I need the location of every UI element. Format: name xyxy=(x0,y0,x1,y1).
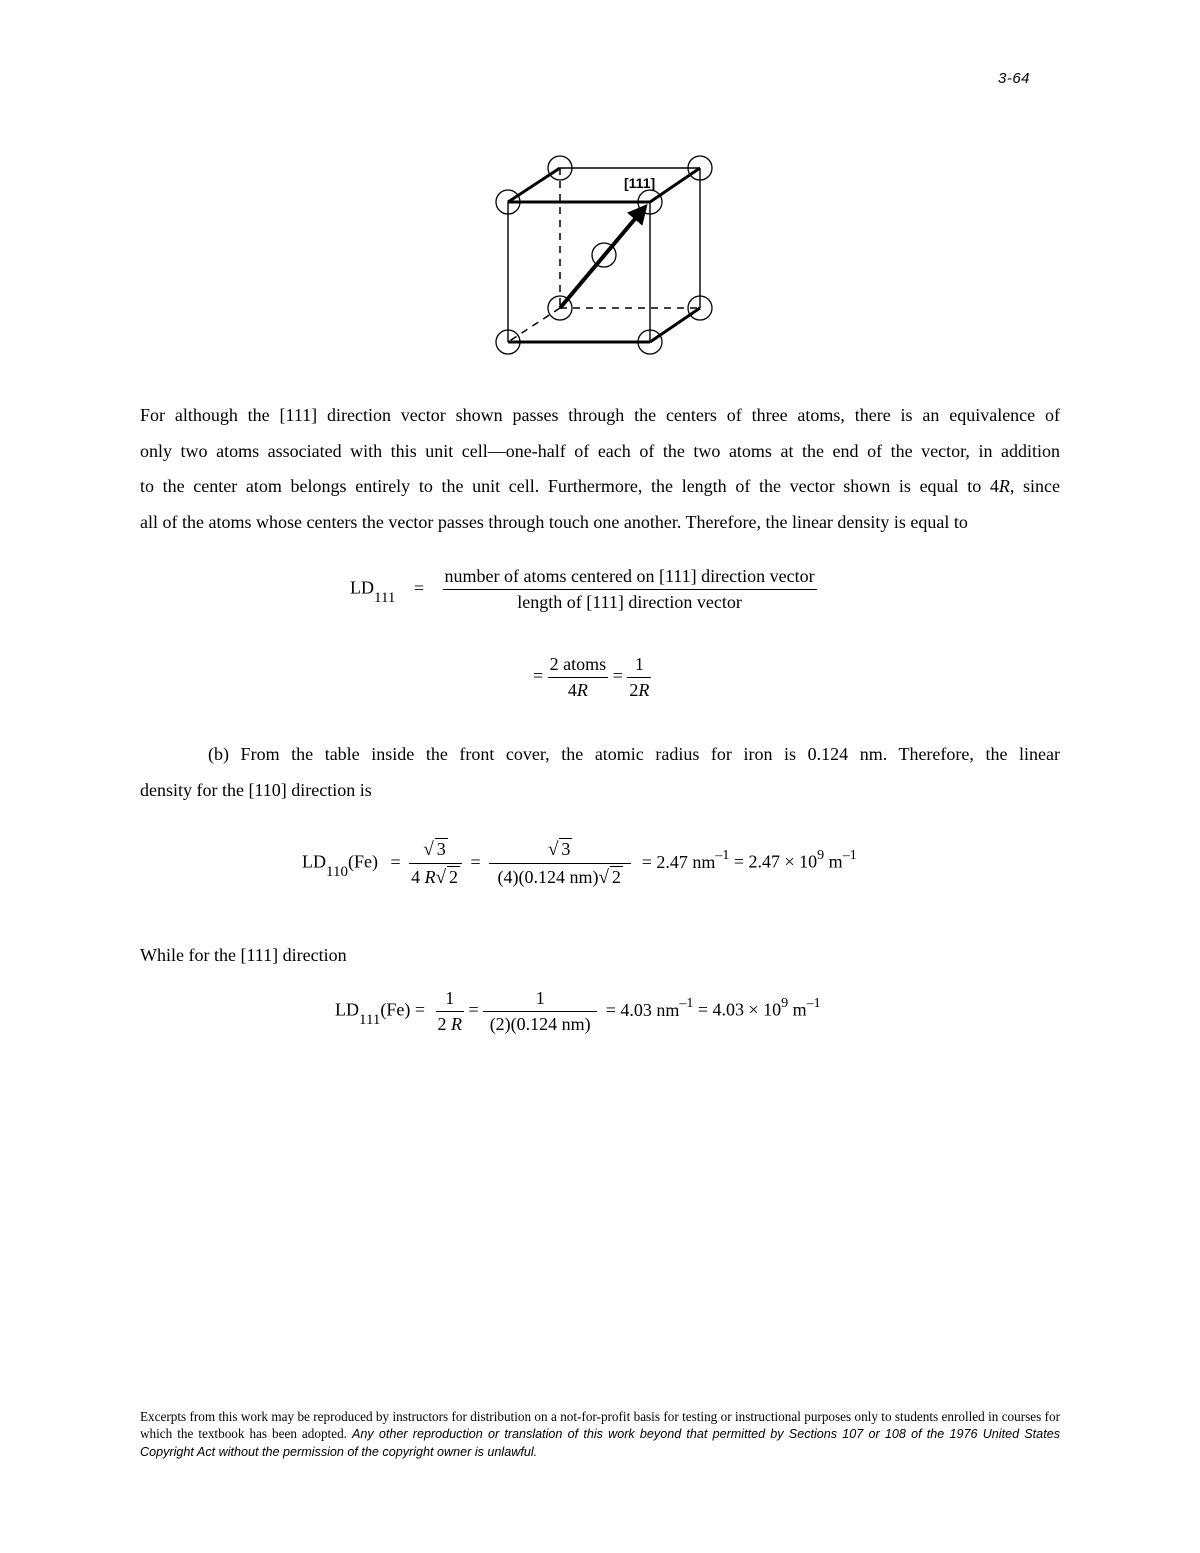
direction-vector-arrow xyxy=(560,207,645,308)
bcc-unit-cell-figure xyxy=(488,148,718,366)
fraction: $\frac{√ 3}{4 R√ 2}$ xyxy=(409,838,462,889)
paragraph-line: (b) From the table inside the front cover, the atomic radius for iron is 0.124 nm. Therefore, the linear xyxy=(208,744,1060,764)
footer-regular-text: Excerpts from this work may be reproduced by instructors for distribution on a not-for-profit basis for testing or instructional purposes only to students enrolled in courses for which the textbook has been adopted. xyxy=(140,1409,1060,1441)
paragraph-line: density for the [110] direction is xyxy=(140,779,372,800)
equation-ld111-definition: $LD_{111}$ = $\frac{\text{number of atoms centered on [111] direction vector}}{\text{length of [111] direction vector}}$ xyxy=(350,566,815,612)
copyright-footer xyxy=(140,1408,1060,1461)
paragraph-line: all of the atoms whose centers the vector passes through touch one another. Therefore, the linear density is equal to xyxy=(140,511,968,532)
equation-ld111-result: = $\frac{\text{2 atoms}}{4R}$ = $\frac{1}{2R}$ xyxy=(533,654,650,700)
fraction: $\frac{1}{(2)(0.124 nm)}$ xyxy=(483,988,597,1035)
paragraph-line: While for the [111] direction xyxy=(140,945,347,965)
page-number: 3-64 xyxy=(998,70,1031,87)
fraction: $\frac{\text{2 atoms}}{4R}$ xyxy=(549,654,607,700)
footer-italic-text: Any other reproduction or translation of this work beyond that permitted by Sections 107 or 108 of the 1976 United States Copyright Act without the permission of the copyright owner is unlawful. xyxy=(140,1427,1060,1459)
paragraph-intro xyxy=(140,398,1060,540)
fraction: $\frac{√ 3}{(4)(0.124 nm)√ 2}$ xyxy=(489,838,631,889)
paragraph-line: For although the [111] direction vector shown passes through the centers of three atoms, there is an equivalence of xyxy=(140,405,1060,425)
paragraph-part-b xyxy=(140,737,1060,808)
fraction: $\frac{\text{number of atoms centered on [111] direction vector}}{\text{length of [111] direction vector}}$ xyxy=(444,566,815,612)
direction-label: [111] xyxy=(624,175,656,191)
equation-ld111-fe: $LD_{111}(Fe)$ = $\frac{1}{2 R}$ = $\frac{1}{(2)(0.124 nm)}$ = 4.03 $nm^{-1} = 4.03 \times 10^9$ $m^{-1}$ xyxy=(335,988,821,1034)
fraction: $\frac{1}{2R}$ xyxy=(629,654,650,700)
paragraph-line: only two atoms associated with this unit cell—one-half of each of the two atoms at the end of the vector, in addition xyxy=(140,440,1060,461)
fraction: $\frac{1}{2 R}$ xyxy=(437,988,463,1034)
paragraph-line: to the center atom belongs entirely to the unit cell. Furthermore, the length of the vector shown is equal to 4R, since xyxy=(140,476,1060,496)
equation-ld110-fe: $LD_{110}(Fe)$ = $\frac{√ 3}{4 R√ 2}$ = $\frac{√ 3}{(4)(0.124 nm)√ 2}$ = 2.47 $nm^{-1} = 2.47 \times 10^9$ $m^{-1}$ xyxy=(302,839,857,888)
paragraph-while xyxy=(140,938,1060,974)
